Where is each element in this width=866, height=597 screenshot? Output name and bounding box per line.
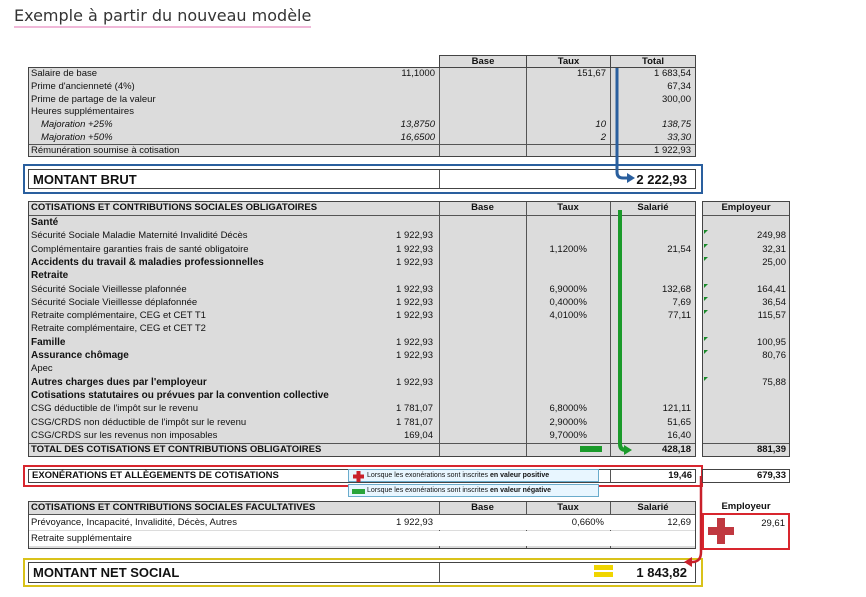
header-salarie: Salarié <box>637 502 669 513</box>
row-label: Retraite supplémentaire <box>31 533 132 544</box>
header-taux: Taux <box>557 502 579 513</box>
header-taux: Taux <box>526 55 611 68</box>
row-label: Complémentaire garanties frais de santé obligatoire <box>31 243 249 255</box>
header-employeur: Employeur <box>721 202 771 213</box>
row-total: 33,30 <box>667 132 691 143</box>
total-salarie: 428,18 <box>661 444 691 455</box>
row-label: Apec <box>31 363 53 375</box>
header-taux: Taux <box>557 202 579 213</box>
row-base: 1 922,93 <box>396 517 433 528</box>
red-arrow <box>690 476 701 562</box>
header-base: Base <box>471 202 494 213</box>
row-taux: 10 <box>595 119 606 131</box>
row-employeur: 249,98 <box>756 230 786 242</box>
green-bar-icon <box>580 446 602 452</box>
row-taux: 2,9000% <box>549 416 587 428</box>
exonerations-employeur: 679,33 <box>756 470 786 481</box>
row-employeur: 164,41 <box>756 283 786 295</box>
row-taux: 6,9000% <box>549 283 587 295</box>
row-label: Prime d'ancienneté (4%) <box>31 80 135 92</box>
row-base: 1 922,93 <box>396 336 433 348</box>
montant-brut-value: 2 222,93 <box>636 172 687 187</box>
legend-negative-bold: en valeur négative <box>489 487 552 494</box>
row-label: CSG/CRDS non déductible de l'impôt sur le revenu <box>31 416 247 428</box>
row-base: 1 922,93 <box>396 296 433 308</box>
row-employeur: 25,00 <box>762 256 786 268</box>
blue-arrow <box>617 68 628 178</box>
header-base: Base <box>471 502 494 513</box>
row-label: Assurance chômage <box>31 350 129 361</box>
row-taux: 2 <box>600 132 606 143</box>
row-label: CSG déductible de l'impôt sur le revenu <box>31 403 199 415</box>
header-total: Total <box>610 55 696 68</box>
row-base: 1 922,93 <box>396 283 433 295</box>
row-label: Salaire de base <box>31 68 98 79</box>
row-total: 1 683,54 <box>654 68 691 79</box>
page-title: Exemple à partir du nouveau modèle <box>14 6 311 28</box>
row-employeur: 32,31 <box>762 243 786 255</box>
montant-brut-label: MONTANT BRUT <box>33 172 137 187</box>
header-label: COTISATIONS ET CONTRIBUTIONS SOCIALES FACULTATIVES <box>31 502 316 513</box>
row-total: 1 922,93 <box>654 145 691 156</box>
row-base: 1 922,93 <box>396 243 433 255</box>
row-salarie: 12,69 <box>667 517 691 528</box>
header-base: Base <box>439 55 527 68</box>
row-salarie: 16,40 <box>667 429 691 441</box>
row-label: Prime de partage de la valeur <box>31 93 156 105</box>
facult-employeur-value: 29,61 <box>761 518 785 529</box>
row-employeur: 100,95 <box>756 336 786 348</box>
row-taux: 4,0100% <box>549 310 587 322</box>
row-employeur: 80,76 <box>762 350 786 361</box>
legend-negative-text: Lorsque les exonérations sont inscrites <box>367 487 490 494</box>
row-label: Accidents du travail & maladies professionnelles <box>31 256 264 268</box>
row-salarie: 21,54 <box>667 243 691 255</box>
montant-net-value: 1 843,82 <box>636 565 687 580</box>
row-label: Retraite <box>31 270 69 282</box>
row-taux: 1,1200% <box>549 243 587 255</box>
row-total: 300,00 <box>661 93 691 105</box>
row-label: CSG/CRDS sur les revenus non imposables <box>31 429 218 441</box>
row-total: 138,75 <box>661 119 691 131</box>
row-salarie: 77,11 <box>667 310 691 322</box>
facult-header-employeur: Employeur <box>702 501 790 514</box>
row-taux: 0,660% <box>571 517 604 528</box>
row-label: Retraite complémentaire, CEG et CET T2 <box>31 323 206 335</box>
row-employeur: 115,57 <box>757 310 786 322</box>
row-label: Retraite complémentaire, CEG et CET T1 <box>31 310 206 322</box>
row-label: Majoration +50% <box>41 132 113 143</box>
row-base: 1 781,07 <box>396 403 433 415</box>
total-label: TOTAL DES COTISATIONS ET CONTRIBUTIONS OBLIGATOIRES <box>31 444 322 455</box>
row-salarie: 121,11 <box>662 403 691 415</box>
row-base: 16,6500 <box>400 132 435 143</box>
row-base: 1 781,07 <box>396 416 433 428</box>
row-employeur: 36,54 <box>762 296 786 308</box>
exonerations-label: EXONÉRATIONS ET ALLÈGEMENTS DE COTISATIONS <box>32 470 279 481</box>
row-taux: 9,7000% <box>549 429 587 441</box>
row-base: 1 922,93 <box>396 230 433 242</box>
row-base: 1 922,93 <box>396 310 433 322</box>
row-label: Sécurité Sociale Vieillesse plafonnée <box>31 283 187 295</box>
row-base: 169,04 <box>403 429 433 441</box>
header-salarie: Salarié <box>637 202 669 213</box>
row-base: 11,1000 <box>401 68 435 79</box>
row-salarie: 7,69 <box>672 296 691 308</box>
row-base: 1 922,93 <box>396 376 433 388</box>
row-base: 1 922,93 <box>396 350 433 361</box>
row-salarie: 132,68 <box>661 283 691 295</box>
row-label: Rémunération soumise à cotisation <box>31 145 180 156</box>
row-label: Sécurité Sociale Vieillesse déplafonnée <box>31 296 198 308</box>
row-label: Prévoyance, Incapacité, Invalidité, Décès, Autres <box>31 517 237 528</box>
row-base: 13,8750 <box>400 119 435 131</box>
legend-positive-text: Lorsque les exonérations sont inscrites <box>367 472 490 479</box>
row-label: Santé <box>31 217 59 228</box>
row-base: 1 922,93 <box>396 256 433 268</box>
row-total: 67,34 <box>667 80 691 92</box>
row-taux: 151,67 <box>576 68 606 79</box>
legend-positive-bold: en valeur positive <box>489 472 550 479</box>
montant-net-label: MONTANT NET SOCIAL <box>33 565 180 580</box>
row-employeur: 75,88 <box>762 376 786 388</box>
green-arrow <box>620 210 626 450</box>
row-label: Majoration +25% <box>41 119 113 131</box>
row-taux: 6,8000% <box>549 403 587 415</box>
total-employeur: 881,39 <box>756 444 786 455</box>
exonerations-salarie: 19,46 <box>668 470 692 481</box>
row-label: Sécurité Sociale Maladie Maternité Invalidité Décès <box>31 230 248 242</box>
header-label: COTISATIONS ET CONTRIBUTIONS SOCIALES OBLIGATOIRES <box>31 202 318 213</box>
row-label: Autres charges dues par l'employeur <box>31 376 207 388</box>
row-label: Famille <box>31 336 66 348</box>
row-label: Cotisations statutaires ou prévues par la convention collective <box>31 389 329 401</box>
row-salarie: 51,65 <box>667 416 691 428</box>
row-label: Heures supplémentaires <box>31 106 134 118</box>
row-taux: 0,4000% <box>549 296 587 308</box>
